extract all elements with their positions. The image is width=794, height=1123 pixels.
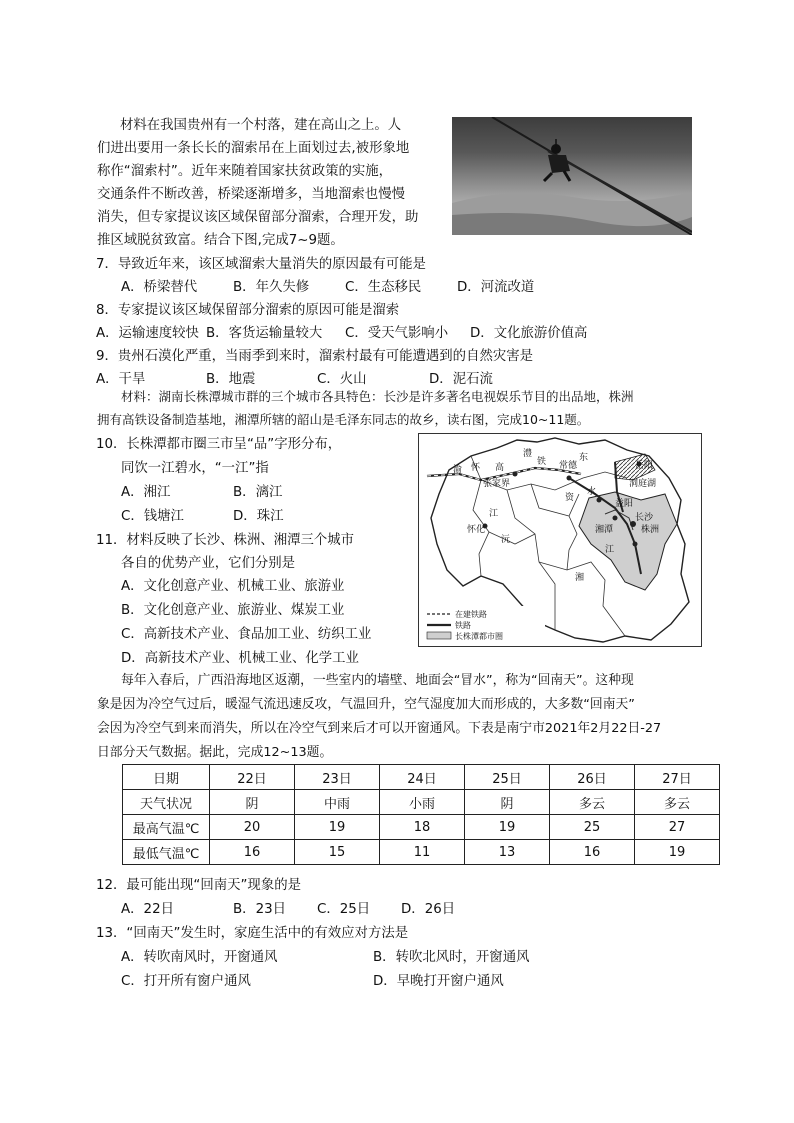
q9-option-b: B．地震 bbox=[206, 372, 256, 387]
map-label-zi: 资 bbox=[565, 493, 575, 503]
table-header-cell: 24日 bbox=[380, 765, 465, 790]
q13-option-d: D．早晚打开窗户通风 bbox=[373, 974, 504, 989]
intro3-line: 每年入春后，广西沿海地区返潮，一些室内的墙壁、地面会“冒水”，称为“回南天”。这种现 bbox=[121, 673, 634, 688]
hunan-map bbox=[418, 433, 702, 647]
q8-option-a: A．运输速度较快 bbox=[96, 326, 199, 341]
q12-option-b: B．23日 bbox=[233, 902, 287, 917]
q10-option-c: C．钱塘江 bbox=[121, 509, 184, 524]
table-cell: 18 bbox=[380, 815, 465, 840]
table-header-cell: 25日 bbox=[465, 765, 550, 790]
q11-stem-cont: 各自的优势产业，它们分别是 bbox=[121, 556, 296, 571]
map-label-yuan: 沅 bbox=[501, 535, 511, 545]
q13-option-a: A．转吹南风时，开窗通风 bbox=[121, 950, 278, 965]
q8-option-d: D．文化旅游价值高 bbox=[470, 326, 588, 341]
table-row bbox=[123, 815, 720, 840]
table-cell: 13 bbox=[465, 840, 550, 865]
legend-building: 在建铁路 bbox=[455, 610, 487, 619]
q10-option-d: D．珠江 bbox=[233, 509, 284, 524]
q11-option-d: D．高新技术产业、机械工业、化学工业 bbox=[121, 651, 359, 666]
q13-option-c: C．打开所有窗户通风 bbox=[121, 974, 251, 989]
q9-stem: 9．贵州石漠化严重，当雨季到来时，溜索村最有可能遭遇到的自然灾害是 bbox=[96, 349, 534, 364]
table-cell: 阴 bbox=[465, 790, 550, 815]
q12-option-a: A．22日 bbox=[121, 902, 174, 917]
intro1-line: 材料在我国贵州有一个村落，建在高山之上。人 bbox=[120, 118, 402, 133]
table-header-cell: 22日 bbox=[210, 765, 295, 790]
table-cell: 25 bbox=[550, 815, 635, 840]
table-cell: 多云 bbox=[550, 790, 635, 815]
q10-stem: 10．长株潭都市圈三市呈“品”字形分布， bbox=[96, 437, 342, 452]
map-label-li: 澧 bbox=[523, 449, 533, 459]
q11-stem: 11．材料反映了长沙、株洲、湘潭三个城市 bbox=[96, 533, 355, 548]
intro1-line: 交通条件不断改善，桥梁逐渐增多，当地溜索也慢慢 bbox=[97, 187, 405, 202]
map-label-huai: 怀 bbox=[471, 463, 481, 473]
q12-option-c: C．25日 bbox=[317, 902, 371, 917]
table-cell: 天气状况 bbox=[123, 790, 210, 815]
map-label-jiang2: 江 bbox=[605, 545, 615, 555]
intro3-line: 会因为冷空气到来而消失，所以在冷空气到来后才可以开窗通风。下表是南宁市2021年2月22日-27 bbox=[97, 721, 662, 736]
map-label-gao: 高 bbox=[495, 463, 505, 473]
zipline-photo bbox=[452, 117, 692, 235]
table-cell: 19 bbox=[295, 815, 380, 840]
q8-option-c: C．受天气影响小 bbox=[345, 326, 449, 341]
q11-option-c: C．高新技术产业、食品加工业、纺织工业 bbox=[121, 627, 372, 642]
q10-stem-cont: 同饮一江碧水，“一江”指 bbox=[121, 461, 269, 476]
q10-option-a: A．湘江 bbox=[121, 485, 171, 500]
table-cell: 中雨 bbox=[295, 790, 380, 815]
map-label-xiang: 湘 bbox=[575, 573, 585, 583]
q7-option-a: A．桥梁替代 bbox=[121, 280, 198, 295]
intro1-line: 称作“溜索村”。近年来随着国家扶贫政策的实施， bbox=[97, 164, 393, 179]
table-cell: 最高气温℃ bbox=[123, 815, 210, 840]
q7-stem: 7．导致近年来，该区域溜索大量消失的原因最有可能是 bbox=[96, 257, 426, 272]
intro1-line: 消失，但专家提议该区域保留部分溜索，合理开发，助 bbox=[97, 210, 419, 225]
q13-stem: 13．“回南天”发生时，家庭生活中的有效应对方法是 bbox=[96, 926, 409, 941]
table-header-cell: 日期 bbox=[123, 765, 210, 790]
table-row bbox=[123, 840, 720, 865]
map-label-zhangjiajie: 张家界 bbox=[483, 479, 511, 489]
q9-option-d: D．泥石流 bbox=[429, 372, 493, 387]
weather-table bbox=[122, 764, 720, 865]
table-cell: 小雨 bbox=[380, 790, 465, 815]
table-cell: 20 bbox=[210, 815, 295, 840]
table-cell: 16 bbox=[550, 840, 635, 865]
map-label-lu: 渝 bbox=[453, 465, 463, 475]
table-header-row bbox=[123, 765, 720, 790]
table-cell: 19 bbox=[465, 815, 550, 840]
intro1-line: 推区域脱贫致富。结合下图,完成7~9题。 bbox=[97, 233, 344, 248]
table-cell: 11 bbox=[380, 840, 465, 865]
map-label-shui: 水 bbox=[587, 487, 597, 497]
table-cell: 最低气温℃ bbox=[123, 840, 210, 865]
legend-railway: 铁路 bbox=[455, 621, 471, 630]
map-label-yiyang: 益阳 bbox=[615, 499, 634, 509]
q9-option-a: A．干旱 bbox=[96, 372, 146, 387]
table-cell: 15 bbox=[295, 840, 380, 865]
map-label-zhuzhou: 株洲 bbox=[641, 525, 660, 535]
table-cell: 阴 bbox=[210, 790, 295, 815]
q7-option-b: B．年久失修 bbox=[233, 280, 310, 295]
table-header-cell: 26日 bbox=[550, 765, 635, 790]
intro1-line: 们进出要用一条长长的溜索吊在上面划过去,被形象地 bbox=[97, 141, 410, 156]
intro3-line: 象是因为冷空气过后，暖湿气流迅速反攻，气温回升，空气湿度加大而形成的，大多数“回南天” bbox=[97, 697, 635, 712]
q7-option-d: D．河流改道 bbox=[457, 280, 535, 295]
q10-option-b: B．漓江 bbox=[233, 485, 283, 500]
q7-option-c: C．生态移民 bbox=[345, 280, 422, 295]
q8-option-b: B．客货运输量较大 bbox=[206, 326, 323, 341]
map-label-dongting: 洞庭湖 bbox=[629, 479, 657, 489]
q9-option-c: C．火山 bbox=[317, 372, 367, 387]
table-cell: 27 bbox=[635, 815, 720, 840]
map-label-yueyang: 岳阳 bbox=[635, 461, 654, 471]
map-label-jiang: 江 bbox=[489, 509, 499, 519]
legend-metro: 长株潭都市圈 bbox=[455, 632, 503, 641]
map-label-huaihua: 怀化 bbox=[467, 525, 486, 535]
q11-option-b: B．文化创意产业、旅游业、煤炭工业 bbox=[121, 603, 345, 618]
q12-stem: 12．最可能出现“回南天”现象的是 bbox=[96, 878, 301, 893]
intro2-line: 拥有高铁设备制造基地，湘潭所辖的韶山是毛泽东同志的故乡，读右图，完成10~11题。 bbox=[97, 412, 590, 427]
intro2-line: 材料：湖南长株潭城市群的三个城市各具特色：长沙是许多著名电视娱乐节目的出品地，株洲 bbox=[121, 389, 634, 404]
table-cell: 19 bbox=[635, 840, 720, 865]
map-label-tie: 铁 bbox=[537, 457, 547, 467]
table-cell: 16 bbox=[210, 840, 295, 865]
table-cell: 多云 bbox=[635, 790, 720, 815]
q11-option-a: A．文化创意产业、机械工业、旅游业 bbox=[121, 579, 345, 594]
table-row bbox=[123, 790, 720, 815]
map-label-changde: 常德 bbox=[559, 461, 578, 471]
q13-option-b: B．转吹北风时，开窗通风 bbox=[373, 950, 530, 965]
map-label-changsha: 长沙 bbox=[635, 513, 654, 523]
map-label-xiangtan: 湘潭 bbox=[595, 525, 614, 535]
table-header-cell: 27日 bbox=[635, 765, 720, 790]
table-header-cell: 23日 bbox=[295, 765, 380, 790]
q12-option-d: D．26日 bbox=[401, 902, 456, 917]
intro3-line: 日部分天气数据。据此，完成12~13题。 bbox=[97, 745, 333, 760]
q8-stem: 8．专家提议该区域保留部分溜索的原因可能是溜索 bbox=[96, 303, 400, 318]
map-label-dong: 东 bbox=[579, 453, 589, 463]
